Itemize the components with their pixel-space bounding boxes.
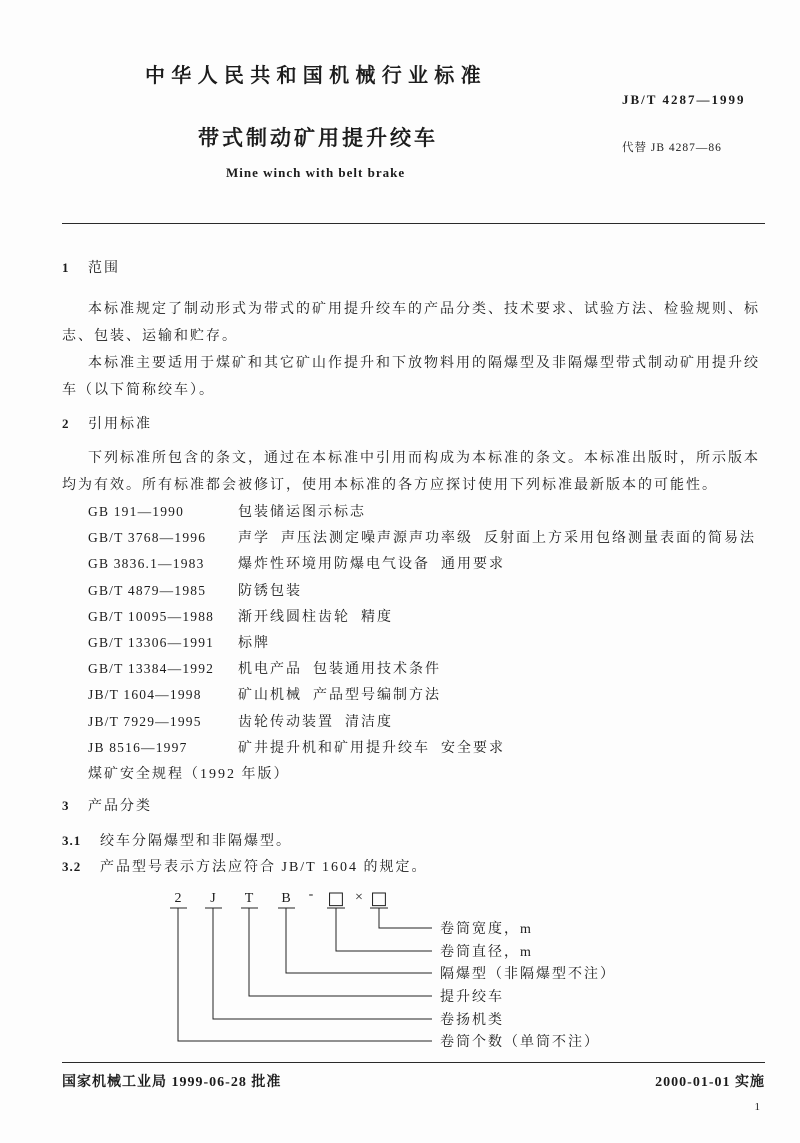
- reference-item: [88, 738, 765, 764]
- code-part-winch: T: [244, 891, 254, 906]
- connector-lines: [178, 908, 432, 1041]
- reference-code: JB/T 7929—1995: [88, 713, 202, 729]
- clause-3-2: [62, 857, 427, 878]
- code-part-drum-count: 2: [174, 891, 182, 906]
- connector-drum-width: [379, 908, 432, 928]
- label-winch: 提升绞车: [440, 990, 504, 1005]
- reference-other-title: 煤矿安全规程（1992 年版）: [88, 766, 290, 782]
- clause-number: 3.2: [62, 859, 82, 874]
- paragraph-line: 车（以下简称绞车）。: [62, 383, 215, 398]
- reference-title: 包装储运图示标志: [238, 505, 366, 520]
- footer-divider: [62, 1062, 765, 1063]
- reference-item: [88, 502, 765, 528]
- clause-3-1: [62, 831, 292, 852]
- paragraph-line: 下列标准所包含的条文，通过在本标准中引用而构成为本标准的条文。本标准出版时，所示版本: [88, 451, 760, 466]
- reference-item: [88, 712, 765, 738]
- reference-code: JB 8516—1997: [88, 739, 188, 755]
- code-part-times-sign: ×: [355, 890, 363, 905]
- standard-number: JB/T 4287—1999: [622, 92, 746, 107]
- reference-title: 爆炸性环境用防爆电气设备 通用要求: [238, 557, 505, 573]
- reference-code: GB/T 13384—1992: [88, 661, 215, 677]
- connector-hoist-class: [213, 908, 432, 1019]
- reference-item: [88, 554, 765, 580]
- document-title-chinese: 带式制动矿用提升绞车: [198, 126, 438, 150]
- reference-code: GB/T 13306—1991: [88, 634, 215, 650]
- paragraph-line: 本标准主要适用于煤矿和其它矿山作提升和下放物料用的隔爆型及非隔爆型带式制动矿用提升绞: [88, 356, 760, 371]
- reference-item-other: [88, 764, 765, 790]
- section-title: 范围: [88, 260, 120, 276]
- label-drum-diameter: 卷筒直径，m: [440, 945, 533, 960]
- reference-title: 矿井提升机和矿用提升绞车 安全要求: [238, 740, 505, 756]
- reference-code: GB/T 10095—1988: [88, 608, 215, 624]
- code-part-explosion-proof: B: [281, 891, 291, 906]
- label-drum-count: 卷筒个数（单筒不注）: [440, 1035, 600, 1050]
- code-part-dash: -: [308, 887, 314, 902]
- reference-code: GB 3836.1—1983: [88, 556, 205, 572]
- reference-title: 防锈包装: [238, 583, 302, 599]
- document-title-english: Mine winch with belt brake: [226, 165, 406, 180]
- replaces-standard: 代替 JB 4287—86: [622, 142, 722, 154]
- code-part-drum-diameter-box: □: [327, 888, 345, 909]
- reference-code: GB/T 4879—1985: [88, 582, 207, 598]
- reference-title: 渐开线圆柱齿轮 精度: [238, 609, 393, 625]
- section-3-heading: [62, 796, 152, 816]
- connector-drum-diameter: [336, 908, 432, 951]
- paragraph-line: 均为有效。所有标准都会被修订，使用本标准的各方应探讨使用下列标准最新版本的可能性。: [62, 478, 718, 493]
- section-title: 产品分类: [88, 798, 152, 814]
- reference-item: [88, 528, 765, 554]
- section-1-heading: [62, 258, 120, 278]
- reference-title: 齿轮传动装置 清洁度: [238, 714, 393, 730]
- section-number: 2: [62, 416, 69, 431]
- reference-item: [88, 607, 765, 633]
- reference-item: [88, 659, 765, 685]
- clause-number: 3.1: [62, 833, 82, 848]
- paragraph-line: 志、包装、运输和贮存。: [62, 329, 238, 344]
- section-number: 1: [62, 260, 69, 275]
- reference-code: GB 191—1990: [88, 504, 185, 519]
- code-labels: [440, 920, 616, 1050]
- reference-title: 矿山机械 产品型号编制方法: [238, 688, 441, 704]
- header-divider: [62, 223, 765, 224]
- code-part-hoist-class: J: [210, 891, 216, 906]
- label-drum-width: 卷筒宽度，m: [440, 922, 533, 937]
- clause-text: 绞车分隔爆型和非隔爆型。: [100, 834, 292, 849]
- model-code-parts: [175, 887, 388, 909]
- reference-code: JB/T 1604—1998: [88, 687, 202, 703]
- issuing-body-title: 中华人民共和国机械行业标准: [145, 63, 487, 87]
- section-title: 引用标准: [88, 416, 152, 432]
- code-part-drum-width-box: □: [370, 888, 388, 909]
- section-number: 3: [62, 798, 69, 813]
- reference-item: [88, 633, 765, 659]
- approval-statement: 国家机械工业局 1999-06-28 批准: [62, 1075, 282, 1090]
- label-explosion-proof: 隔爆型（非隔爆型不注）: [440, 967, 616, 982]
- reference-code: GB/T 3768—1996: [88, 530, 207, 546]
- model-code-diagram: [160, 880, 620, 1055]
- normative-references-list: [88, 502, 765, 790]
- reference-title: 标牌: [238, 635, 270, 651]
- page-number: 1: [754, 1101, 760, 1113]
- label-hoist-class: 卷扬机类: [440, 1013, 504, 1028]
- reference-item: [88, 581, 765, 607]
- reference-title: 声学 声压法测定噪声源声功率级 反射面上方采用包络测量表面的简易法: [238, 531, 756, 547]
- section-2-heading: [62, 414, 152, 434]
- connector-winch: [249, 908, 432, 996]
- paragraph-line: 本标准规定了制动形式为带式的矿用提升绞车的产品分类、技术要求、试验方法、检验规则、标: [88, 302, 760, 317]
- reference-item: [88, 685, 765, 711]
- effective-date: 2000-01-01 实施: [655, 1075, 765, 1090]
- clause-text: 产品型号表示方法应符合 JB/T 1604 的规定。: [100, 860, 428, 875]
- connector-explosion-proof: [286, 908, 432, 973]
- reference-title: 机电产品 包装通用技术条件: [238, 662, 441, 678]
